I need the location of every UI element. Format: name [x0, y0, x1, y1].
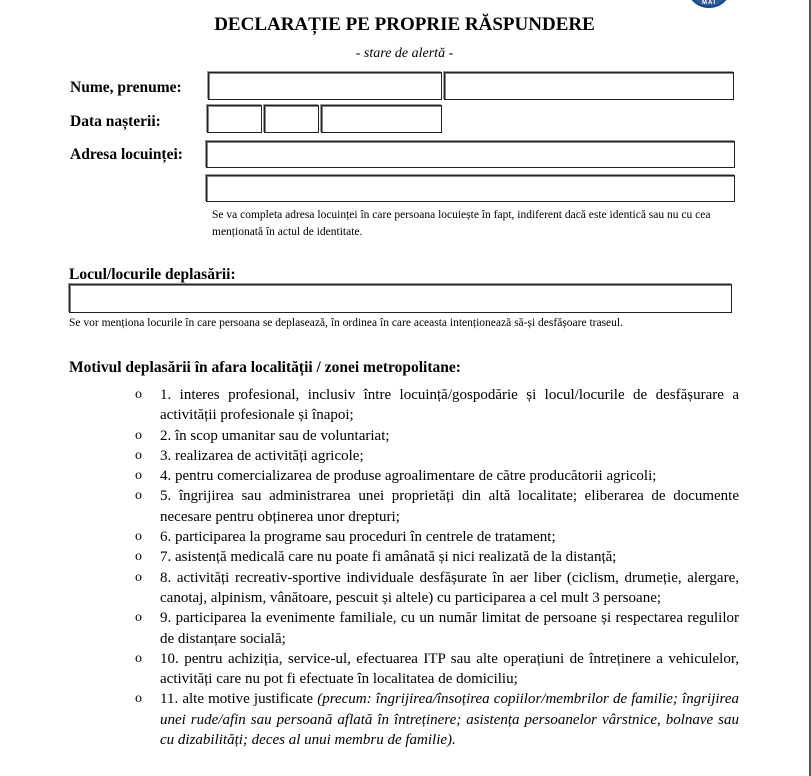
- reason-item-9[interactable]: o 9. participarea la evenimente familiale, cu un număr limitat de persoane și respectarea regulilor de distanțare socială;: [135, 610, 739, 647]
- birth-year-field[interactable]: [321, 105, 442, 133]
- circle-bullet-icon: o: [135, 387, 142, 402]
- circle-bullet-icon: o: [135, 610, 142, 626]
- birth-day-field[interactable]: [207, 105, 262, 133]
- ministry-seal-logo: [686, 0, 732, 8]
- circle-bullet-icon: o: [135, 447, 142, 463]
- birth-date-label: Data nașterii:: [70, 113, 161, 130]
- name-label: Nume, prenume:: [70, 79, 182, 96]
- address-label: Adresa locuinței:: [70, 146, 183, 163]
- reason-item-7[interactable]: o 7. asistență medicală care nu poate fi amânată și nici realizată de la distanță;: [135, 547, 739, 567]
- document-subtitle: - stare de alertă -: [355, 46, 454, 61]
- last-name-field[interactable]: [208, 72, 442, 100]
- circle-bullet-icon: o: [135, 691, 142, 707]
- places-label: Locul/locurile deplasării:: [69, 266, 236, 283]
- circle-bullet-icon: o: [135, 569, 142, 585]
- circle-bullet-icon: o: [135, 650, 142, 666]
- address-line-2-field[interactable]: [206, 175, 735, 202]
- reason-item-5[interactable]: o 5. îngrijirea sau administrarea unei proprietăți din altă localitate; eliberarea de documente necesare pentru obținerea unor drepturi;: [135, 488, 739, 525]
- birth-month-field[interactable]: [264, 105, 319, 133]
- reason-item-11[interactable]: [135, 689, 739, 750]
- seal-text: MAI: [702, 0, 716, 6]
- reason-item-3[interactable]: o 3. realizarea de activități agricole;: [135, 446, 739, 466]
- reason-item-1[interactable]: o 1. interes profesional, inclusiv între locuință/gospodărie și locul/locurile de desfășurare a activității profesionale și înapoi;: [135, 387, 739, 424]
- reasons-list: [135, 385, 739, 750]
- address-note: Se va completa adresa locuinței în care persoana locuiește în fapt, indiferent dacă este identică sau nu cu cea menționată în actul de identitate.: [212, 209, 711, 238]
- circle-bullet-icon: o: [135, 549, 142, 565]
- reason-item-4[interactable]: o 4. pentru comercializarea de produse agroalimentare de către producătorii agricoli;: [135, 466, 739, 486]
- circle-bullet-icon: o: [135, 488, 142, 504]
- address-line-1-field[interactable]: [206, 141, 735, 168]
- reason-item-8[interactable]: o 8. activități recreativ-sportive individuale desfășurate în aer liber (ciclism, drumeție, alergare, canotaj, alpinism, vânătoare, pescuit și altele) cu participarea a cel mult 3 persoane;: [135, 569, 739, 606]
- reason-11-text: 11. alte motive justificate: [160, 691, 318, 708]
- places-note: Se vor menționa locurile în care persoana se deplasează, în ordinea în care aceasta intenționează să-și desfășoare traseul.: [69, 317, 623, 329]
- reason-item-6[interactable]: o 6. participarea la programe sau proceduri în centrele de tratament;: [135, 527, 739, 547]
- reason-item-10[interactable]: o 10. pentru achiziția, service-ul, efectuarea ITP sau alte operațiuni de întreținere a vehiculelor, activități care nu pot fi efectuate în localitatea de domiciliu;: [135, 650, 739, 688]
- reasons-heading: Motivul deplasării în afara localității / zonei metropolitane:: [69, 359, 461, 376]
- document-title: DECLARAȚIE PE PROPRIE RĂSPUNDERE: [214, 14, 595, 35]
- places-field[interactable]: [69, 284, 732, 313]
- circle-bullet-icon: o: [135, 468, 142, 484]
- circle-bullet-icon: o: [135, 529, 142, 545]
- reason-11-examples: (precum: îngrijirea/însoțirea copiilor/membrilor de familie; îngrijirea unei rude/afin sau persoană aflată în întreținere; asistența persoanelor vârstnice, bolnave sau cu dizabilități; deces al unui membru de familie).: [160, 691, 739, 749]
- circle-bullet-icon: o: [135, 427, 142, 443]
- reason-item-2[interactable]: o 2. în scop umanitar sau de voluntariat;: [135, 426, 739, 446]
- first-name-field[interactable]: [444, 72, 734, 100]
